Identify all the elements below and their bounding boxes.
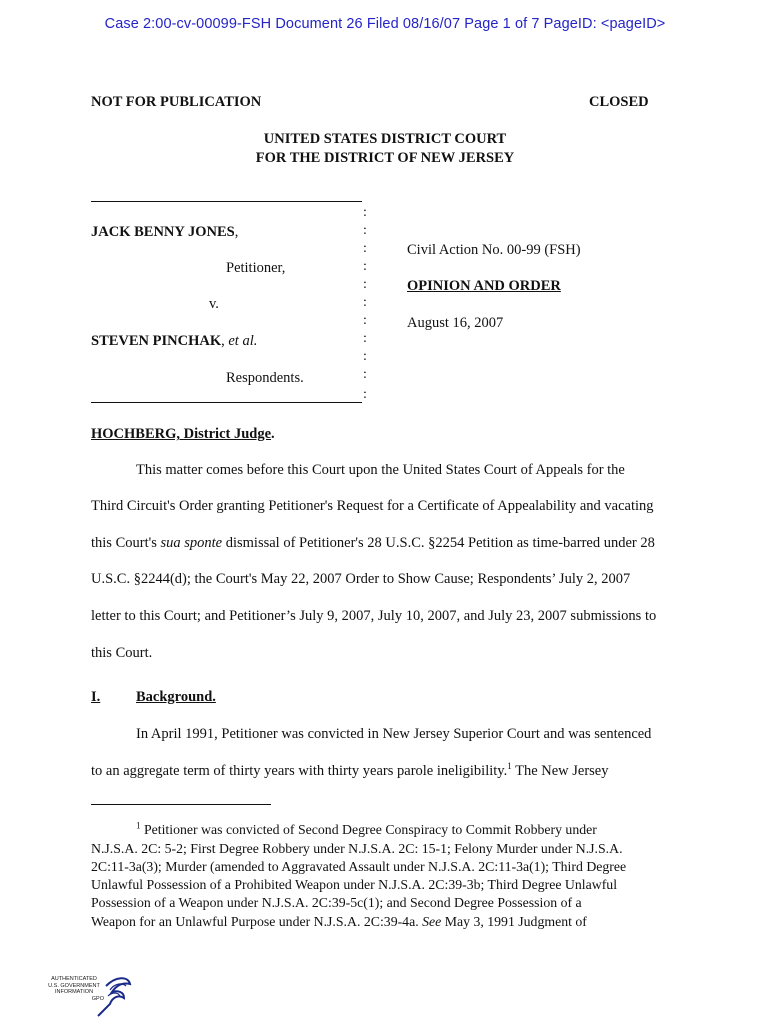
section-number: I.	[91, 689, 101, 705]
seal-gpo: GPO	[91, 995, 104, 1002]
para2-line2-part: The New Jersey	[511, 763, 609, 779]
para1-line3-part: this Court's	[91, 535, 161, 551]
para1-line: Third Circuit's Order granting Petitioner's Request for a Certificate of Appealability and vacating	[91, 498, 654, 514]
footnote-line6-part: May 3, 1991 Judgment of	[441, 914, 587, 929]
caption-colon: :	[363, 331, 367, 346]
para2-line2-part: to an aggregate term of thirty years with thirty years parole ineligibility.	[91, 763, 508, 779]
seal-line: U.S. GOVERNMENT	[48, 982, 100, 989]
footnote-reference: 1	[507, 761, 512, 772]
civil-action-number: Civil Action No. 00-99 (FSH)	[407, 242, 581, 258]
para1-line3-part: dismissal of Petitioner's 28 U.S.C. §2254 Petition as time-barred under 28	[222, 535, 655, 551]
footnote-line: 2C:11-3a(3); Murder (amended to Aggravated Assault under N.J.S.A. 2C:11-3a(1); Third Degree	[91, 859, 627, 874]
petitioner-role: Petitioner,	[226, 260, 286, 276]
footnote-line6-part: Weapon for an Unlawful Purpose under N.J.S.A. 2C:39-4a.	[91, 914, 423, 929]
respondent-etal: et al.	[228, 333, 258, 349]
caption-colon: :	[363, 313, 367, 328]
footnote-line	[91, 914, 691, 930]
caption-colon: :	[363, 205, 367, 220]
opinion-date: August 16, 2007	[407, 315, 504, 331]
respondent-name	[91, 333, 257, 350]
caption-colon: :	[363, 295, 367, 310]
para2-line: In April 1991, Petitioner was convicted in New Jersey Superior Court and was sentenced	[136, 726, 652, 742]
seal-line: AUTHENTICATED	[51, 976, 97, 982]
petitioner-name-comma: ,	[234, 224, 239, 240]
footnote-line: Possession of a Weapon under N.J.S.A. 2C:39-5c(1); and Second Degree Possession of a	[91, 895, 582, 910]
caption-colon: :	[363, 387, 367, 402]
gpo-authentication-seal	[40, 972, 140, 1018]
petitioner-name-text: JACK BENNY JONES	[91, 224, 235, 240]
judge-name: HOCHBERG, District Judge	[91, 426, 272, 442]
sua-sponte-phrase: sua sponte	[160, 535, 223, 551]
caption-colon: :	[363, 259, 367, 274]
judge-period: .	[271, 426, 275, 442]
seal-text	[40, 976, 108, 1002]
caption-top-rule	[91, 201, 362, 202]
caption-bottom-rule	[91, 402, 362, 403]
footnote-line1-text: Petitioner was convicted of Second Degree Conspiracy to Commit Robbery under	[140, 822, 597, 837]
section-title: Background.	[136, 689, 216, 705]
footnote-line: Unlawful Possession of a Prohibited Weapon under N.J.S.A. 2C:39-3b; Third Degree Unlawful	[91, 877, 618, 892]
para1-line: this Court.	[91, 645, 153, 661]
respondent-name-text: STEVEN PINCHAK	[91, 333, 222, 349]
caption-colon: :	[363, 349, 367, 364]
closed-label: CLOSED	[589, 94, 649, 110]
not-for-publication-label: NOT FOR PUBLICATION	[91, 94, 262, 110]
caption-colon: :	[363, 223, 367, 238]
versus-label: v.	[209, 296, 219, 312]
filing-header-stamp: Case 2:00-cv-00099-FSH Document 26 Filed 08/16/07 Page 1 of 7 PageID: <pageID>	[104, 16, 666, 32]
document-title: OPINION AND ORDER	[407, 278, 561, 294]
para1-line: letter to this Court; and Petitioner’s July 9, 2007, July 10, 2007, and July 23, 2007 submissions to	[91, 608, 657, 624]
caption-colon: :	[363, 367, 367, 382]
footnote-mark: 1	[136, 820, 141, 831]
caption-colon: :	[363, 277, 367, 292]
court-name: UNITED STATES DISTRICT COURT	[263, 131, 507, 147]
respondent-role: Respondents.	[226, 370, 304, 386]
footnote-line	[136, 822, 736, 838]
judge-heading	[91, 426, 275, 443]
see-signal: See	[422, 914, 442, 929]
para2-line	[91, 763, 691, 780]
para1-line	[91, 535, 691, 552]
petitioner-name	[91, 224, 238, 241]
para1-line: This matter comes before this Court upon the United States Court of Appeals for the	[136, 462, 625, 478]
footnote-separator	[91, 804, 271, 805]
court-district: FOR THE DISTRICT OF NEW JERSEY	[255, 150, 515, 166]
caption-colon: :	[363, 241, 367, 256]
respondent-name-comma: ,	[221, 333, 229, 349]
seal-line: INFORMATION	[54, 989, 94, 995]
para1-line: U.S.C. §2244(d); the Court's May 22, 2007 Order to Show Cause; Respondents’ July 2, 2007	[91, 571, 631, 587]
footnote-line: N.J.S.A. 2C: 5-2; First Degree Robbery under N.J.S.A. 2C: 15-1; Felony Murder under N.J.S.A.	[91, 841, 623, 856]
